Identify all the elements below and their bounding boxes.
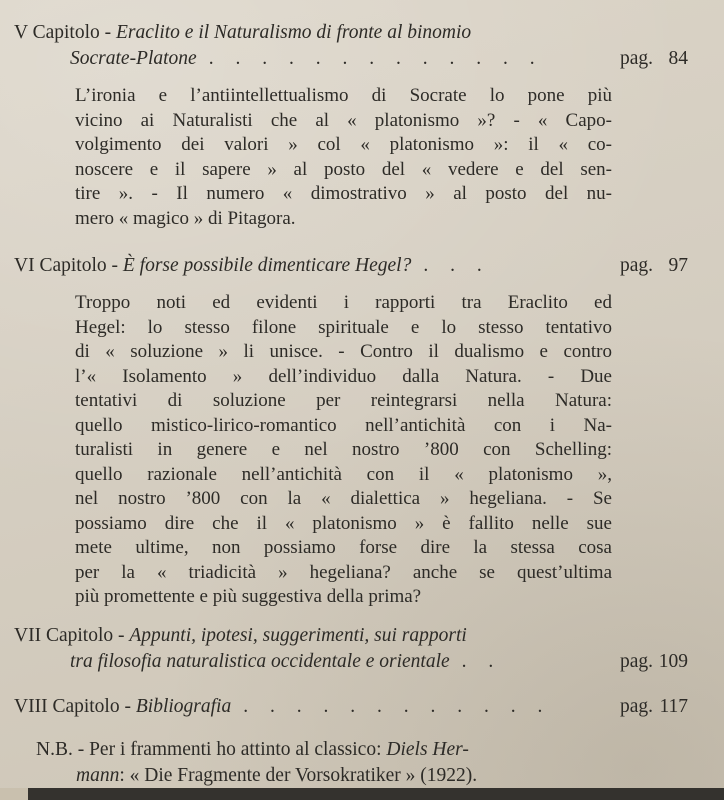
heading-line-2: [14, 649, 612, 675]
chapter-title: Eraclito e il Naturalismo di fronte al binomio: [116, 22, 472, 43]
summary-line: volgimento dei valori » col « platonismo »: il « co-: [75, 134, 612, 155]
chapter-heading: [14, 20, 688, 72]
dot-leader: . .: [461, 650, 495, 672]
chapter-heading-text: [14, 20, 612, 72]
chapter-heading-text: [14, 623, 612, 675]
page-number: 109: [658, 650, 688, 672]
footnote: [14, 737, 688, 789]
summary-line: quello razionale nell’antichità con il « platonismo »,: [75, 463, 612, 485]
summary-line: quello mistico-lirico-romantico nell’antichità con i Na-: [75, 414, 612, 436]
summary-line: Hegel: lo stesso filone spirituale e lo stesso tentativo: [75, 316, 612, 338]
summary-line: noscere e il sapere » al posto del « vedere e del sen-: [75, 158, 612, 180]
chapter-title: Appunti, ipotesi, suggerimenti, sui rapporti: [129, 624, 467, 646]
footnote-line-2: [36, 763, 688, 789]
toc-entry-chapter-8: [14, 694, 688, 720]
table-of-contents: [14, 20, 688, 789]
summary-line: L’ironia e l’antiintellettualismo di Socrate lo pone più: [75, 85, 612, 106]
chapter-heading-text: [14, 694, 612, 720]
heading-line-2: [14, 46, 612, 72]
chapter-title: Bibliografia: [135, 695, 232, 717]
chapter-title-continued: tra filosofia naturalistica occidentale e orientale: [70, 650, 450, 672]
chapter-heading: [14, 623, 688, 675]
chapter-summary: [75, 84, 612, 231]
summary-line: più promettente e più suggestiva della prima?: [75, 586, 422, 607]
chapter-number-label: VII Capitolo -: [14, 624, 130, 646]
summary-line: nel nostro ’800 con la « dialettica » hegeliana. - Se: [75, 488, 612, 509]
page-label: pag.: [620, 255, 654, 276]
chapter-number-label: VI Capitolo -: [14, 255, 123, 276]
page-number: 84: [668, 48, 688, 69]
heading-line-1: [14, 623, 612, 649]
chapter-number-label: V Capitolo -: [14, 22, 117, 43]
chapter-summary: [75, 291, 612, 610]
chapter-heading: [14, 253, 688, 279]
page-number: 97: [668, 255, 688, 276]
footnote-line-1: [36, 737, 688, 763]
toc-entry-chapter-5: [14, 20, 688, 231]
summary-line: possiamo dire che il « platonismo » è fallito nelle sue: [75, 512, 612, 534]
footnote-source-author: Diels Her-: [386, 738, 469, 760]
toc-entry-chapter-7: [14, 623, 688, 675]
dot-leader: . . .: [423, 255, 483, 276]
page-reference: [620, 694, 688, 720]
page-reference: [620, 46, 688, 72]
footnote-source-title: : « Die Fragmente der Vorsokratiker » (1922).: [119, 764, 478, 786]
summary-line: di « soluzione » li unisce. - Contro il dualismo e contro: [75, 341, 612, 362]
chapter-heading: [14, 694, 688, 720]
chapter-number-label: VIII Capitolo -: [14, 695, 136, 717]
summary-line: tire ». - Il numero « dimostrativo » al posto del nu-: [75, 183, 612, 204]
page-label: pag.: [620, 650, 654, 672]
page-label: pag.: [620, 695, 654, 717]
dot-leader: . . . . . . . . . . . . .: [208, 48, 536, 69]
summary-line: l’« Isolamento » dell’individuo dalla Natura. - Due: [75, 365, 612, 387]
paper-corner: [0, 788, 28, 800]
summary-line: per la « triadicità » hegeliana? anche se quest’ultima: [75, 561, 612, 583]
chapter-heading-text: [14, 253, 612, 279]
chapter-title-continued: Socrate-Platone: [70, 48, 197, 69]
page-reference: [620, 649, 688, 675]
summary-line: Troppo noti ed evidenti i rapporti tra Eraclito ed: [75, 292, 612, 313]
toc-entry-chapter-6: [14, 253, 688, 610]
page-reference: [620, 253, 688, 279]
heading-line-1: [14, 694, 612, 720]
page-label: pag.: [620, 48, 654, 69]
heading-line-1: [14, 253, 612, 279]
page-number: 117: [659, 695, 688, 717]
summary-line: turalisti in genere e nel nostro ’800 con Schelling:: [75, 439, 612, 460]
summary-line: vicino ai Naturalisti che al « platonismo »? - « Capo-: [75, 109, 612, 131]
dot-leader: . . . . . . . . . . . .: [243, 695, 544, 717]
footnote-source-author-continued: mann: [76, 764, 120, 786]
summary-line: mero « magico » di Pitagora.: [75, 207, 296, 229]
heading-line-1: [14, 20, 612, 46]
photo-edge-shadow: [28, 788, 724, 800]
summary-line: mete ultime, non possiamo forse dire la stessa cosa: [75, 537, 612, 558]
chapter-title: È forse possibile dimenticare Hegel?: [122, 255, 412, 276]
footnote-text: N.B. - Per i frammenti ho attinto al classico:: [36, 738, 387, 760]
summary-line: tentativi di soluzione per reintegrarsi nella Natura:: [75, 390, 612, 411]
